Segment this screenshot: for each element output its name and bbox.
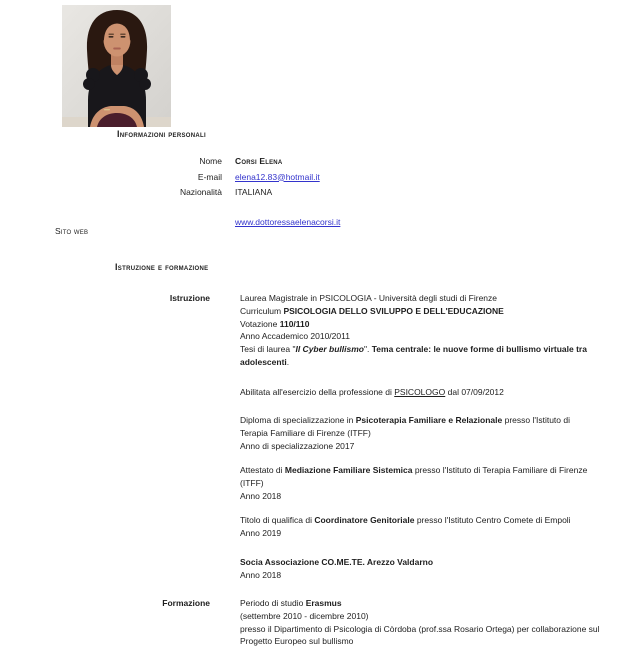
text-segment: Titolo di qualifica di <box>240 515 315 525</box>
text-line <box>240 292 638 305</box>
text-line <box>240 427 638 440</box>
text-segment: Diploma di specializzazione in <box>240 415 356 425</box>
text-segment: Laurea Magistrale in PSICOLOGIA - Università degli studi di Firenze <box>240 293 498 303</box>
formazione-paragraph-erasmus <box>240 597 638 648</box>
text-segment: adolescenti <box>240 356 287 367</box>
section-heading-istruzione-e-formazione: Istruzione e formazione <box>115 262 209 272</box>
text-segment: Terapia Familiare di Firenze (ITFF) <box>240 427 371 438</box>
text-line <box>240 527 638 540</box>
text-line <box>240 318 638 331</box>
text-line <box>240 356 638 369</box>
text-segment: Anno Accademico 2010/2011 <box>240 331 350 342</box>
text-segment: presso l'Istituto di Terapia Familiare di Firenze <box>412 465 588 475</box>
text-line <box>240 597 638 610</box>
website-link[interactable]: www.dottoressaelenacorsi.it <box>235 217 341 227</box>
text-segment: Anno di specializzazione 2017 <box>240 440 355 451</box>
text-line <box>240 635 638 648</box>
email-link[interactable]: elena12.83@hotmail.it <box>235 171 320 182</box>
text-segment: presso l'Istituto di <box>502 415 570 425</box>
portrait-photo <box>62 5 171 127</box>
text-segment: (ITFF) <box>240 477 264 488</box>
field-label-nome: Nome <box>199 156 222 166</box>
text-segment: PSICOLOGO <box>394 387 446 397</box>
education-paragraph-mediazione <box>240 464 638 502</box>
field-label-nazionalita: Nazionalità <box>179 187 222 197</box>
text-line <box>240 330 638 343</box>
text-line <box>240 440 638 453</box>
education-paragraph-socia <box>240 556 638 582</box>
text-line <box>240 623 638 636</box>
text-segment: Tesi di laurea " <box>240 344 296 355</box>
text-line <box>240 477 638 490</box>
field-label-sito-web: Sito web <box>55 226 89 236</box>
text-segment: 110/110 <box>279 318 310 329</box>
text-segment: Curriculum <box>240 305 284 316</box>
education-paragraph-specializzazione <box>240 414 638 452</box>
text-line <box>240 386 638 399</box>
education-paragraph-abilitazione <box>240 386 638 399</box>
text-line <box>240 610 638 623</box>
field-value-nome: Corsi Elena <box>235 156 283 166</box>
text-segment: Progetto Europeo sul bullismo <box>240 636 354 647</box>
text-segment: ". <box>363 344 372 355</box>
education-paragraph-laurea <box>240 292 638 369</box>
text-segment: Anno 2018 <box>240 569 282 580</box>
text-segment: Psicoterapia Familiare e Relazionale <box>355 415 503 425</box>
text-segment: Anno 2018 <box>240 490 282 501</box>
text-line <box>240 464 638 477</box>
text-segment: Socia Associazione CO.ME.TE. Arezzo Valdarno <box>240 557 434 567</box>
text-segment: Il Cyber bullismo <box>295 344 364 355</box>
text-segment: Anno 2019 <box>240 527 282 538</box>
text-segment: dal 07/09/2012 <box>445 387 504 397</box>
text-segment: Coordinatore Genitoriale <box>314 515 415 525</box>
row-label-formazione: Formazione <box>162 598 210 608</box>
text-segment: Periodo di studio <box>240 598 306 608</box>
text-line <box>240 414 638 427</box>
text-segment: (settembre 2010 - dicembre 2010) <box>240 610 369 621</box>
text-segment: Tema centrale: le nuove forme di bullismo virtuale tra <box>371 344 587 355</box>
section-heading-informazioni-personali: Informazioni personali <box>117 129 206 139</box>
text-line <box>240 569 638 582</box>
text-segment: Attestato di <box>240 465 285 475</box>
text-line <box>240 514 638 527</box>
text-segment: Mediazione Familiare Sistemica <box>284 465 413 475</box>
field-value-nazionalita: ITALIANA <box>235 187 273 197</box>
education-paragraph-coordinatore <box>240 514 638 540</box>
text-line <box>240 305 638 318</box>
text-segment: presso il Dipartimento di Psicologia di Còrdoba (prof.ssa Rosario Ortega) per collaborazione sul <box>240 623 600 634</box>
text-line <box>240 343 638 356</box>
text-line <box>240 556 638 569</box>
text-segment: presso l'Istituto Centro Comete di Empoli <box>414 515 571 525</box>
woman-portrait-illustration <box>62 5 171 127</box>
text-segment: Abilitata all'esercizio della professione di <box>240 387 395 397</box>
text-line <box>240 490 638 503</box>
text-segment: Votazione <box>240 318 280 329</box>
field-label-email: E-mail <box>197 171 222 182</box>
row-label-istruzione: Istruzione <box>169 293 210 303</box>
text-segment: PSICOLOGIA DELLO SVILUPPO E DELL'EDUCAZIONE <box>283 305 504 316</box>
text-segment: Erasmus <box>305 598 342 608</box>
text-segment: . <box>286 356 290 367</box>
